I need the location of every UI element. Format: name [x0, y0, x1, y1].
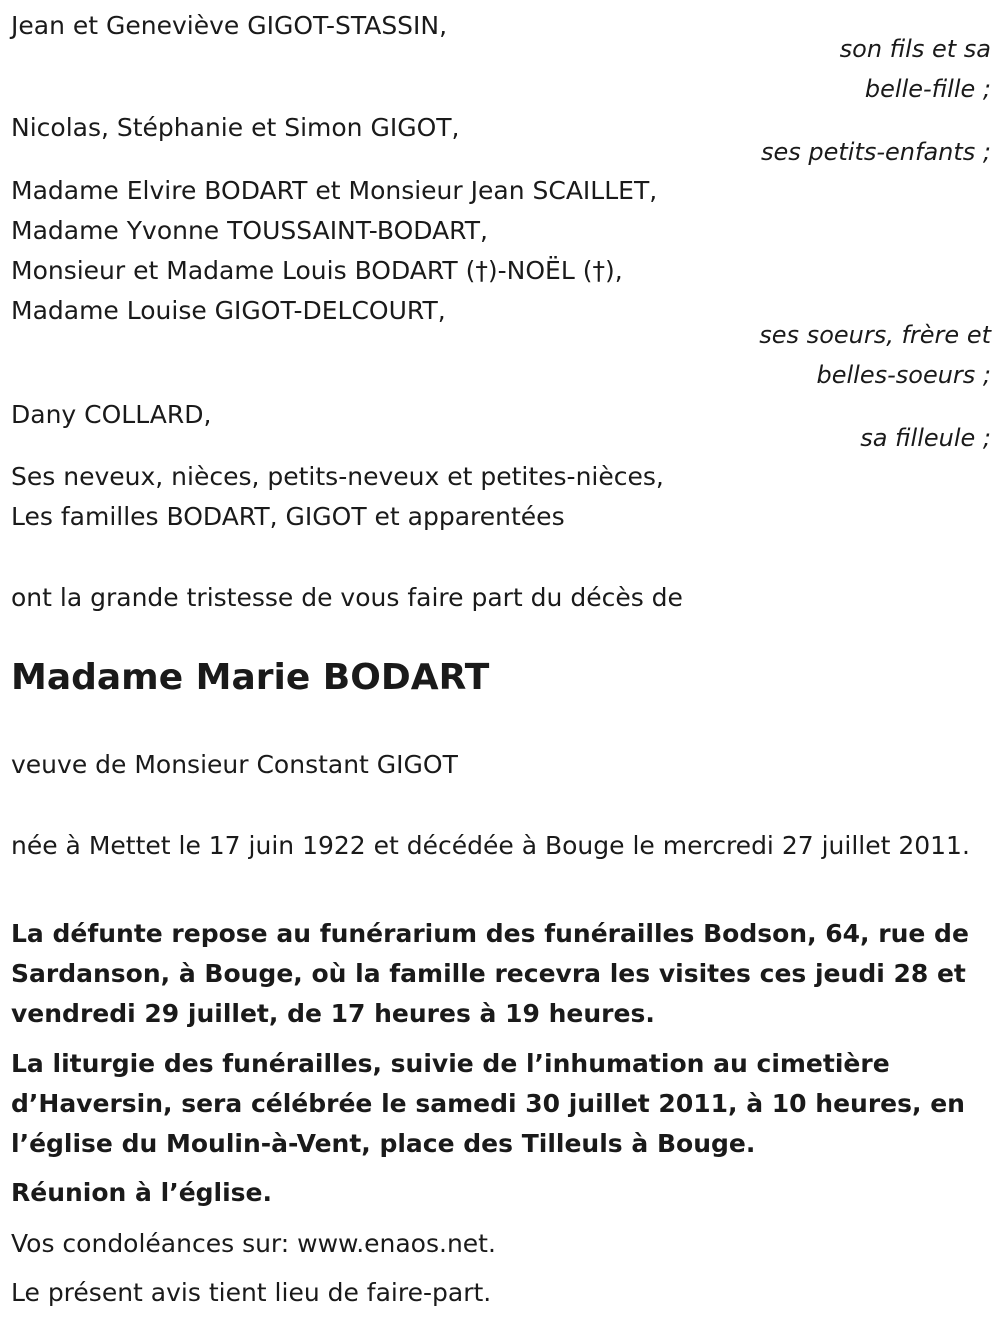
family-goddaughter: Dany COLLARD,: [11, 400, 212, 429]
birth-death: née à Mettet le 17 juin 1922 et décédée à Bouge le mercredi 27 juillet 2011.: [11, 831, 970, 860]
family-sibling-2: Madame Yvonne TOUSSAINT-BODART,: [11, 216, 488, 245]
role-son-line-1: son fils et sa: [839, 35, 991, 63]
condolences-info: Vos condoléances sur: www.enaos.net.: [11, 1229, 496, 1258]
family-extended-1: Ses neveux, nièces, petits-neveux et petites-nièces,: [11, 462, 664, 491]
role-siblings-line-2: belles-soeurs ;: [816, 361, 991, 389]
role-siblings-line-1: ses soeurs, frère et: [759, 321, 991, 349]
role-grandchildren: ses petits-enfants ;: [760, 138, 991, 166]
widow-of: veuve de Monsieur Constant GIGOT: [11, 750, 458, 779]
family-grandchildren: Nicolas, Stéphanie et Simon GIGOT,: [11, 113, 460, 142]
role-son-line-2: belle-fille ;: [864, 75, 991, 103]
role-goddaughter: sa filleule ;: [860, 424, 991, 452]
family-sibling-1: Madame Elvire BODART et Monsieur Jean SCAILLET,: [11, 176, 658, 205]
family-extended-2: Les familles BODART, GIGOT et apparentées: [11, 502, 565, 531]
family-sibling-3: Monsieur et Madame Louis BODART (†)-NOËL (†),: [11, 256, 623, 285]
meeting-info: Réunion à l’église.: [11, 1178, 273, 1207]
notice-info: Le présent avis tient lieu de faire-part.: [11, 1278, 492, 1307]
obituary-notice: [11, 0, 991, 1328]
family-sibling-4: Madame Louise GIGOT-DELCOURT,: [11, 296, 446, 325]
funeral-info: La liturgie des funérailles, suivie de l’inhumation au cimetière d’Haversin, sera célébrée le samedi 30 juillet 2011, à 10 heures, en l’église du Moulin-à-Vent, place des Tilleuls à Bouge.: [11, 1049, 965, 1158]
visitation-info: La défunte repose au funérarium des funérailles Bodson, 64, rue de Sardanson, à Bouge, où la famille recevra les visites ces jeudi 28 et vendredi 29 juillet, de 17 heures à 19 heures.: [11, 919, 969, 1028]
deceased-name: Madame Marie BODART: [11, 657, 490, 698]
announcement: ont la grande tristesse de vous faire part du décès de: [11, 583, 683, 612]
family-son: Jean et Geneviève GIGOT-STASSIN,: [11, 11, 448, 40]
